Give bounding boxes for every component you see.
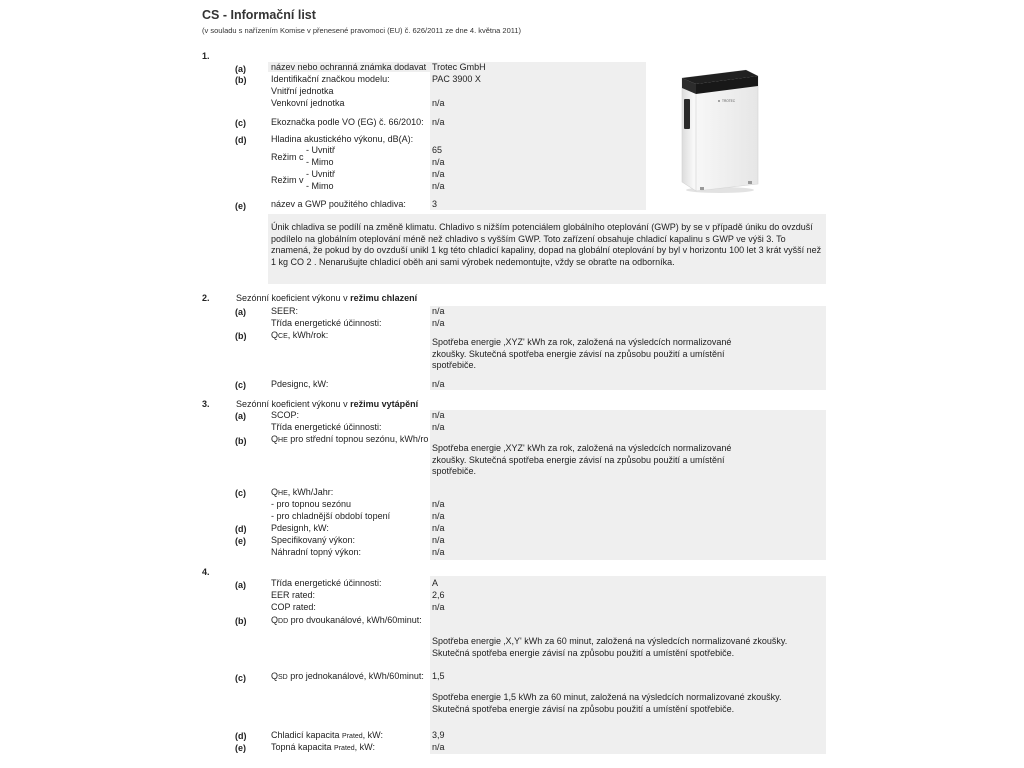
s4-c-text: QSD pro jednokanálové, kWh/60minut: <box>271 671 424 681</box>
s4-a3-text: COP rated: <box>271 602 316 612</box>
s1-a-text: název nebo ochranná známka dodavat <box>271 62 427 72</box>
s2-b-label: (b) <box>235 331 247 341</box>
s4-a-text: Třída energetické účinnosti: <box>271 578 382 588</box>
s3-a-label: (a) <box>235 411 246 421</box>
s3-a2-text: Třída energetické účinnosti: <box>271 422 382 432</box>
s2-b-text: QCE, kWh/rok: <box>271 330 329 340</box>
s1-rezim-v-uvnitr: - Uvnitř <box>306 169 335 179</box>
s2-c-label: (c) <box>235 380 246 390</box>
s4-d-label: (d) <box>235 731 247 741</box>
s2-b-note: Spotřeba energie ‚XYZ' kWh za rok, založená na výsledcích normalizované zkoušky. Skutečná spotřeba energie závisí na způsobu použití a umístění spotřebiče. <box>432 337 732 370</box>
s4-d-value: 3,9 <box>432 730 445 740</box>
s3-d-value: n/a <box>432 523 445 533</box>
s1-rezim-v: Režim v <box>271 175 304 185</box>
s4-b-text: QDD pro dvoukanálové, kWh/60minut: <box>271 615 422 625</box>
s3-e-value: n/a <box>432 535 445 545</box>
air-conditioner-illustration <box>676 64 762 196</box>
s4-e-text: Topná kapacita Prated, kW: <box>271 742 376 752</box>
s1-b-venkovni-value: n/a <box>432 98 445 108</box>
s1-e-note: Únik chladiva se podílí na změně klimatu. Chladivo s nižším potenciálem globálního oteplování (GWP) by se v případě úniku do ovzduší podílelo na globálním oteplování méně než chladivo s vyšším GWP. Toto zařízení obsahuje chladicí kapalinu s GWP ve výši 3. To znamená, že pokud by do ovzduší unikl 1 kg této chladicí kapaliny, dopad na globální oteplování by byl v horizontu 100 let 3 krát vyšší než 1 kg CO 2 . Nenarušujte chladicí oběh ani sami výrobek nedemontujte, vždy se obraťte na odborníka. <box>271 222 822 267</box>
s3-e-text: Specifikovaný výkon: <box>271 535 356 545</box>
s3-e2-text: Náhradní topný výkon: <box>271 547 362 557</box>
s3-d-label: (d) <box>235 524 247 534</box>
s2-a-value: n/a <box>432 306 445 316</box>
s2-a-text: SEER: <box>271 306 299 316</box>
s1-c-label: (c) <box>235 118 246 128</box>
s2-c-value: n/a <box>432 379 445 389</box>
s3-c-label: (c) <box>235 488 246 498</box>
s3-c-text: QHE, kWh/Jahr: <box>271 487 334 497</box>
s3-e2-value: n/a <box>432 547 445 557</box>
page-subtitle: (v souladu s nařízením Komise v přenesené pravomoci (EU) č. 626/2011 ze dne 4. května 2011) <box>202 26 522 35</box>
s1-rezim-c-uvnitr-value: 65 <box>432 145 443 155</box>
s1-rezim-c: Režim c <box>271 152 304 162</box>
shade-s3-values <box>430 410 826 560</box>
s3-a2-value: n/a <box>432 422 445 432</box>
s4-e-value: n/a <box>432 742 445 752</box>
s1-rezim-c-mimo: - Mimo <box>306 157 334 167</box>
s1-b-label: (b) <box>235 75 247 85</box>
s4-a-label: (a) <box>235 580 246 590</box>
s1-b-vnitrni: Vnitřní jednotka <box>271 86 334 96</box>
s4-a3-value: n/a <box>432 602 445 612</box>
s4-b-note: Spotřeba energie ‚X,Y' kWh za 60 minut, založená na výsledcích normalizované zkoušky. Skutečná spotřeba energie závisí na způsobu použití a umístění spotřebiče. <box>432 636 788 658</box>
section-4-number: 4. <box>202 567 210 577</box>
s2-a-label: (a) <box>235 307 246 317</box>
s1-b-venkovni: Venkovní jednotka <box>271 98 345 108</box>
s1-rezim-c-uvnitr: - Uvnitř <box>306 145 335 155</box>
s4-c-label: (c) <box>235 673 246 683</box>
page-title: CS - Informační list <box>202 8 316 22</box>
s2-a2-value: n/a <box>432 318 445 328</box>
s3-heading: Sezónní koeficient výkonu v režimu vytápění <box>236 399 419 409</box>
s1-rezim-v-uvnitr-value: n/a <box>432 169 445 179</box>
s1-e-label: (e) <box>235 201 246 211</box>
s1-e-text: název a GWP použitého chladiva: <box>271 199 406 209</box>
s3-c-chladnejsi-value: n/a <box>432 511 445 521</box>
s3-c-topna: - pro topnou sezónu <box>271 499 352 509</box>
s1-d-label: (d) <box>235 135 247 145</box>
s1-b-text: Identifikační značkou modelu: <box>271 74 390 84</box>
s3-d-text: Pdesignh, kW: <box>271 523 329 533</box>
s1-b-value: PAC 3900 X <box>432 74 481 84</box>
s4-d-text: Chladicí kapacita Prated, kW: <box>271 730 384 740</box>
s4-c-value: 1,5 <box>432 671 445 681</box>
s2-c-text: Pdesignc, kW: <box>271 379 329 389</box>
s1-d-text: Hladina akustického výkonu, dB(A): <box>271 134 414 144</box>
s1-rezim-c-mimo-value: n/a <box>432 157 445 167</box>
s3-c-chladnejsi: - pro chladnější období topení <box>271 511 391 521</box>
s3-a-value: n/a <box>432 410 445 420</box>
s3-b-label: (b) <box>235 436 247 446</box>
s4-e-label: (e) <box>235 743 246 753</box>
s3-e-label: (e) <box>235 536 246 546</box>
s1-rezim-v-mimo: - Mimo <box>306 181 334 191</box>
s2-a2-text: Třída energetické účinnosti: <box>271 318 382 328</box>
section-2-number: 2. <box>202 293 210 303</box>
section-3-number: 3. <box>202 399 210 409</box>
s4-a2-value: 2,6 <box>432 590 445 600</box>
section-1-number: 1. <box>202 51 210 61</box>
s4-b-label: (b) <box>235 616 247 626</box>
s4-a-value: A <box>432 578 439 588</box>
s4-a2-text: EER rated: <box>271 590 316 600</box>
s3-b-text: QHE pro střední topnou sezónu, kWh/ro <box>271 434 429 444</box>
shade-s4-values <box>430 576 826 754</box>
s3-a-text: SCOP: <box>271 410 300 420</box>
s1-c-text: Ekoznačka podle VO (EG) č. 66/2010: <box>271 117 424 127</box>
product-brand-text: TROTEC <box>722 99 736 103</box>
s1-a-value: Trotec GmbH <box>432 62 486 72</box>
s2-heading: Sezónní koeficient výkonu v režimu chlazení <box>236 293 418 303</box>
s1-a-label: (a) <box>235 64 246 74</box>
s4-c-note: Spotřeba energie 1,5 kWh za 60 minut, založená na výsledcích normalizované zkoušky. Skutečná spotřeba energie závisí na způsobu použití a umístění spotřebiče. <box>432 692 782 714</box>
s1-rezim-v-mimo-value: n/a <box>432 181 445 191</box>
s3-b-note: Spotřeba energie ‚XYZ' kWh za rok, založená na výsledcích normalizované zkoušky. Skutečná spotřeba energie závisí na způsobu použití a umístění spotřebiče. <box>432 443 732 476</box>
s1-c-value: n/a <box>432 117 445 127</box>
s1-e-value: 3 <box>432 199 438 209</box>
s3-c-topna-value: n/a <box>432 499 445 509</box>
product-image <box>676 64 762 196</box>
